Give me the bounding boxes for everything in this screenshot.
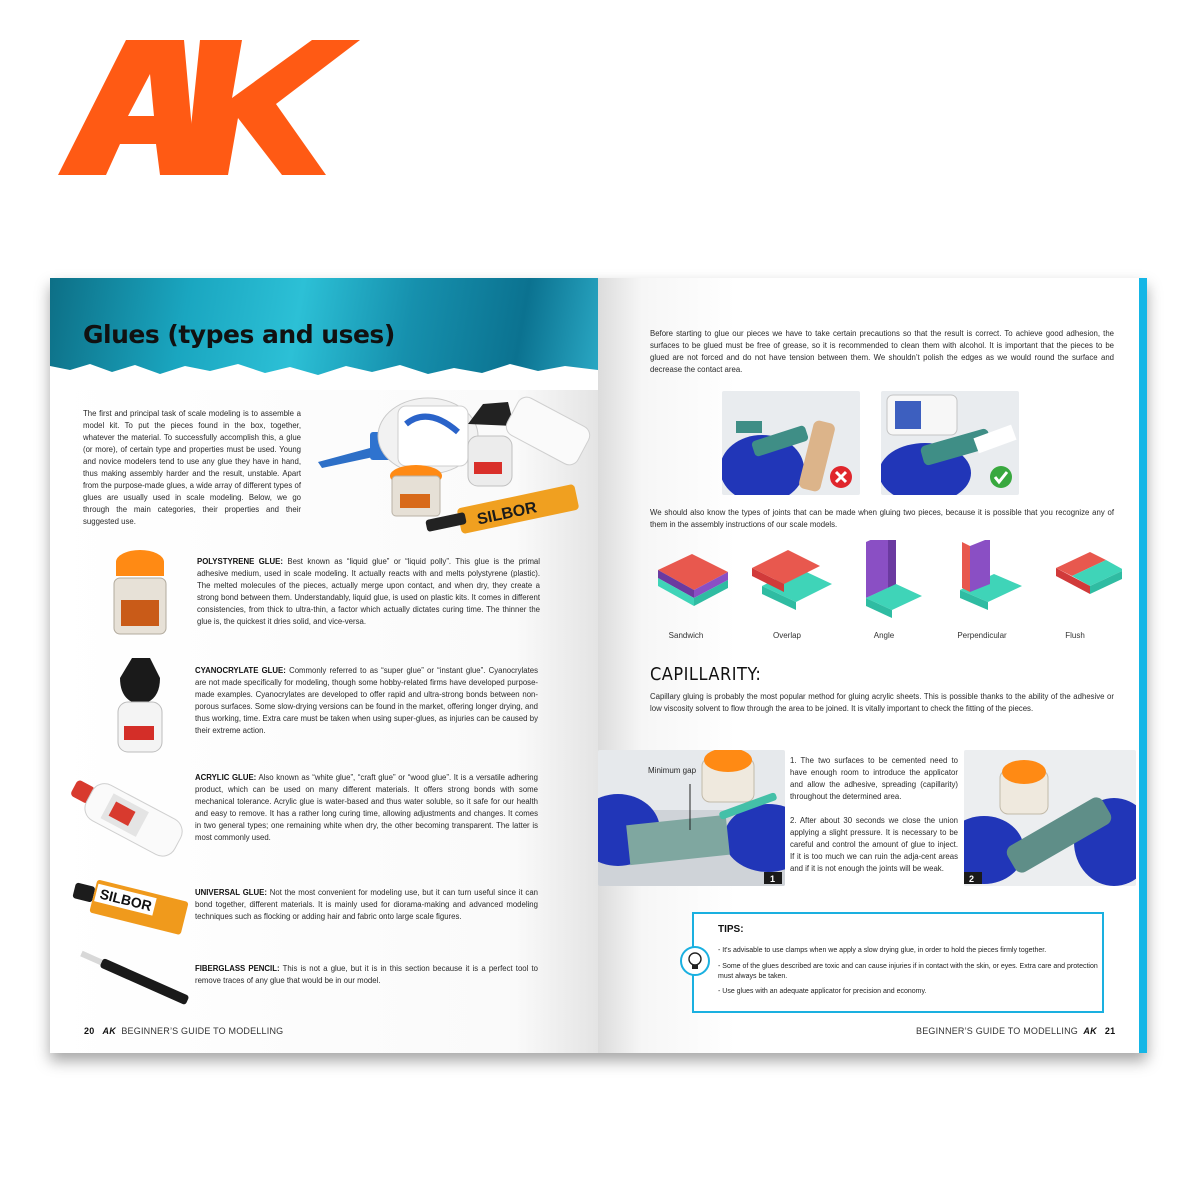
acrylic-glue-bottle-image	[64, 770, 189, 865]
universal-glue-text	[195, 887, 538, 923]
photo1-number: 1	[770, 874, 776, 884]
polystyrene-heading: POLYSTYRENE GLUE:	[197, 557, 283, 566]
fiberglass-pencil-text	[195, 963, 538, 987]
page-title: Glues (types and uses)	[83, 320, 395, 349]
right-footer	[916, 1026, 1115, 1036]
fiberglass-heading: FIBERGLASS PENCIL:	[195, 964, 280, 973]
capillarity-heading: CAPILLARITY:	[650, 664, 762, 685]
glue-products-image	[308, 376, 598, 556]
footer-ak-mark: AK	[102, 1026, 116, 1036]
book-spread	[50, 278, 1147, 1053]
fiberglass-pencil-image	[72, 950, 196, 1006]
silbor-label: SILBOR	[475, 499, 539, 529]
angle-joint	[866, 540, 922, 618]
tips-title: TIPS:	[718, 924, 744, 935]
joint-types-diagram	[652, 540, 1122, 620]
precautions-text: Before starting to glue our pieces we have to take certain precautions so that the result is correct. To achieve good adhesion, the surfaces to be glued must be free of grease, so it is recommended to clean them with alcohol. It is important that the pieces to be glued are not forced and do not have tension between them. We shouldn’t polish the edges as we would round the surface and decrease the contact area.	[650, 329, 1114, 374]
footer-ak-mark: AK	[1083, 1026, 1097, 1036]
sandwich-joint	[658, 554, 728, 606]
capillarity-text: Capillary gluing is probably the most popular method for gluing acrylic sheets. This is possible thanks to the ability of the adhesive or low viscosity solvent to flow through the area to be joined. It is vitally important to check the fitting of the pieces.	[650, 692, 1114, 713]
wrong-way-photo	[722, 391, 860, 495]
right-page	[598, 278, 1147, 1053]
joint-label-angle: Angle	[873, 631, 895, 640]
cyanocrylate-heading: CYANOCRYLATE GLUE:	[195, 666, 286, 675]
left-footer	[84, 1026, 283, 1036]
universal-desc: Not the most convenient for modeling use, but it can turn useful since it can bond together, different materials. It is mainly used for diorama-making and advanced modeling techniques such as flocking or adding hair and fabric onto large scale figures.	[195, 888, 538, 921]
correct-icon	[990, 466, 1012, 488]
overlap-joint	[752, 550, 832, 610]
capillarity-step2-photo	[964, 750, 1136, 886]
tip-item: - Some of the glues described are toxic and can cause injuries if in contact with the skin, or eyes. Extra care and protection must always be taken.	[718, 963, 1098, 980]
correct-way-photo	[881, 391, 1019, 495]
polystyrene-glue-text	[197, 556, 540, 628]
polystyrene-glue-bottle-image	[105, 548, 175, 638]
left-footer-title: BEGINNER’S GUIDE TO MODELLING	[121, 1026, 284, 1036]
intro-text: The first and principal task of scale modeling is to assemble a model kit. To put the pieces found in the box, together, whatever the material. To successfully accomplish this, a glue (or more), of certain type and properties must be used. Young and novice modelers tend to use any glue they have in hand, thus making assembly harder and the result, unstable. Apart from the purpose-made glues, a wide array of different types of glues are usually used in scale modeling. Below, we go through the main categories, their properties and their suggested use.	[83, 409, 301, 526]
universal-tube-label: SILBOR	[98, 885, 154, 914]
right-page-number: 21	[1104, 1026, 1116, 1036]
left-page	[50, 278, 598, 1053]
universal-glue-tube-image	[70, 872, 190, 940]
tips-box	[692, 912, 1104, 1013]
polystyrene-desc: Best known as “liquid glue” or “liquid polly”. This glue is the primal adhesive medium, used in scale modeling. It actually reacts with and melts polystyrene (plastic). The melted molecules of the pieces, actually merge upon contact, and when dry, they create a strong bond between them. Understandably, liquid glue, is used on plastic kits. It comes in different consistencies, from thick to ultra-thin, a factor which actually dictates curing time. The thinner the glue is, the quickest it dries solid, and vice-versa.	[197, 557, 541, 626]
joint-label-sandwich: Sandwich	[668, 631, 704, 640]
right-footer-title: BEGINNER’S GUIDE TO MODELLING	[916, 1026, 1078, 1036]
acrylic-glue-text	[195, 772, 538, 844]
acrylic-heading: ACRYLIC GLUE:	[195, 773, 257, 782]
cyanocrylate-desc: Commonly referred to as “super glue” or “instant glue”. Cyanocrylates are not made specifically for modeling, though some hobby-related firms have developed purpose-made examples. Cyanocrylates are developed to offer rapid and ultra-strong bonds between non-porous surfaces. Some slow-drying versions can be found in the market, offering longer drying, and thus working, time. Extra care must be taken when using super-glues, as injuries can be caused by their extreme action.	[195, 666, 539, 735]
ak-logo	[50, 38, 360, 178]
cyanocrylate-glue-text	[195, 665, 538, 737]
joint-label-perpendicular: Perpendicular	[957, 631, 1007, 640]
lightbulb-icon	[680, 946, 710, 976]
cyanocrylate-glue-bottle-image	[110, 656, 170, 756]
acrylic-desc: Also known as “white glue”, “craft glue” or “wood glue”. It is a versatile adhering product, which can be used on many different materials. It offers strong bonds with some mechanical tolerance. Acrylic glue is water-based and thus water soluble, so it safe for our health and easy to remove. It has a rather long curing time, allowing adjustments and changes. It comes in two general types; one remaining white when dry, the other becoming transparent. The latter is most commonly used.	[195, 773, 538, 842]
capillarity-step2-text: 2. After about 30 seconds we close the union applying a slight pressure. It is necessary to be careful and control the amount of glue to inject. If it is too much we can ruin the adja-cent areas and if it is not enough the joints will be weak.	[790, 816, 958, 873]
left-page-number: 20	[84, 1026, 95, 1036]
joint-label-flush: Flush	[1065, 631, 1085, 640]
flush-joint	[1056, 552, 1122, 594]
joint-label-overlap: Overlap	[772, 631, 801, 640]
fiberglass-desc: This is not a glue, but it is in this section because it is a perfect tool to remove traces of any glue that would be in our model.	[195, 964, 539, 985]
minimum-gap-label: Minimum gap	[648, 766, 697, 775]
capillarity-step1-text: 1. The two surfaces to be cemented need to have enough room to introduce the applicator and allow the adhesive, spreading (capillarity) throughout the determined area.	[790, 756, 958, 801]
photo2-number: 2	[969, 874, 975, 884]
cyan-page-edge	[1139, 278, 1147, 1053]
tip-item: - It's advisable to use clamps when we apply a slow drying glue, in order to hold the pieces firmly together.	[718, 947, 1047, 954]
tip-item: - Use glues with an adequate applicator for precision and economy.	[718, 988, 927, 995]
joints-intro-text: We should also know the types of joints that can be made when gluing two pieces, because it is possible that you recognize any of them in the assembly instructions of our scale models.	[650, 508, 1114, 529]
universal-heading: UNIVERSAL GLUE:	[195, 888, 267, 897]
perpendicular-joint	[960, 540, 1022, 610]
